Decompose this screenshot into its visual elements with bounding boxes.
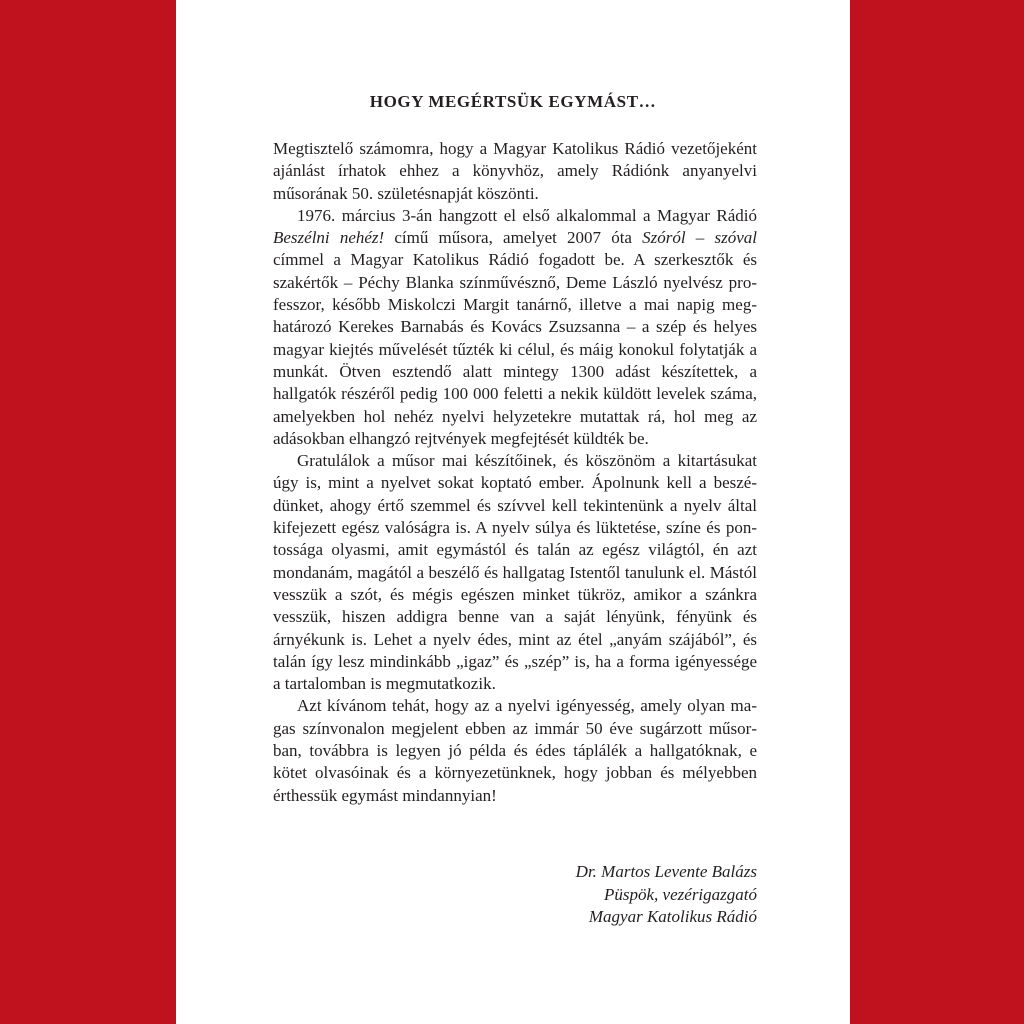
text-run-3-1: Gratulálok a műsor mai készítőinek, és köszönöm a kitartásukat úgy is, mint a nyelvet sokat koptató ember. Ápolnunk kell a beszédünket, ahogy értő szemmel és szívvel kell tekintenünk a nyelv által kifejezett egész valóságra is. A nyelv súlya és lüktetése, színe és pontossága olyasmi, amit egymástól és talán az egész világtól, én azt mondanám, magától a beszélő és hallgatag Istentől tanulunk el. Mástól vesszük a szót, és mégis egészen minket tükröz, amikor a szánkra vesszük, hiszen addigra benne van a saját lényünk, fényünk és árnyékunk is. Lehet a nyelv édes, mint az étel „anyám szájából”, és talán így lesz mindinkább „igaz” és „szép” is, ha a forma igényessége a tartalomban is megmutatkozik. bbox=[273, 451, 757, 694]
text-run-2-5: címmel a Magyar Katolikus Rádió fogadott be. A szerkesztők és szakértők – Péchy Blanka színművésznő, Deme László nyelvész professzor, később Miskolczi Margit tanárnő, illetve a mai napig meghatározó Kerekes Barnabás és Kovács Zsuzsanna – a szép és helyes magyar kiejtés művelését tűzték ki célul, és máig konokul folytatják a munkát. Ötven esztendő alatt mintegy 1300 adást készítettek, a hallgatók részéről pedig 100 000 feletti a nekik küldött levelek száma, amelyekben hol nehéz nyelvi helyzetekre mutattak rá, hol meg az adásokban elhangzó rejtvények megfejtését küldték be. bbox=[273, 250, 757, 448]
italic-title-2-4: Szóról – szóval bbox=[642, 228, 757, 248]
text-run-4-1: Azt kívánom tehát, hogy az a nyelvi igényesség, amely olyan magas színvonalon megjelent ebben az immár 50 éve sugárzott műsorban, továbbra is legyen jó példa és édes táplálék a hallgatóknak, e kötet olvasóinak és a környezetünknek, hogy jobban és mélyebben érthessük egymást mindannyian! bbox=[273, 696, 757, 805]
book-page bbox=[176, 0, 850, 1024]
signature-name: Dr. Martos Levente Balázs bbox=[575, 862, 757, 881]
signature-role: Püspök, vezérigazgató bbox=[604, 884, 757, 904]
signature-block bbox=[273, 861, 757, 929]
paragraph-2 bbox=[273, 205, 757, 450]
paragraph-3 bbox=[273, 450, 757, 695]
body-text bbox=[273, 138, 757, 807]
right-red-border bbox=[850, 0, 1024, 1024]
page-title: HOGY MEGÉRTSÜK EGYMÁST… bbox=[369, 92, 657, 111]
paragraph-4 bbox=[273, 695, 757, 806]
italic-title-2-2: Beszélni nehéz! bbox=[273, 228, 385, 248]
text-run-2-1: 1976. március 3-án hangzott el első alkalommal a Magyar Rádió bbox=[297, 205, 757, 225]
left-red-border bbox=[0, 0, 176, 1024]
signature-org: Magyar Katolikus Rádió bbox=[588, 907, 757, 926]
paragraph-1 bbox=[273, 138, 757, 205]
text-run-2-3: című műsora, amelyet 2007 óta bbox=[384, 228, 643, 248]
text-run-1-1: Megtisztelő számomra, hogy a Magyar Katolikus Rádió vezetőjeként ajánlást írhatok ehhez a könyvhöz, amely Rádiónk anyanyelvi műsorának 50. születésnapját köszönti. bbox=[273, 139, 757, 203]
